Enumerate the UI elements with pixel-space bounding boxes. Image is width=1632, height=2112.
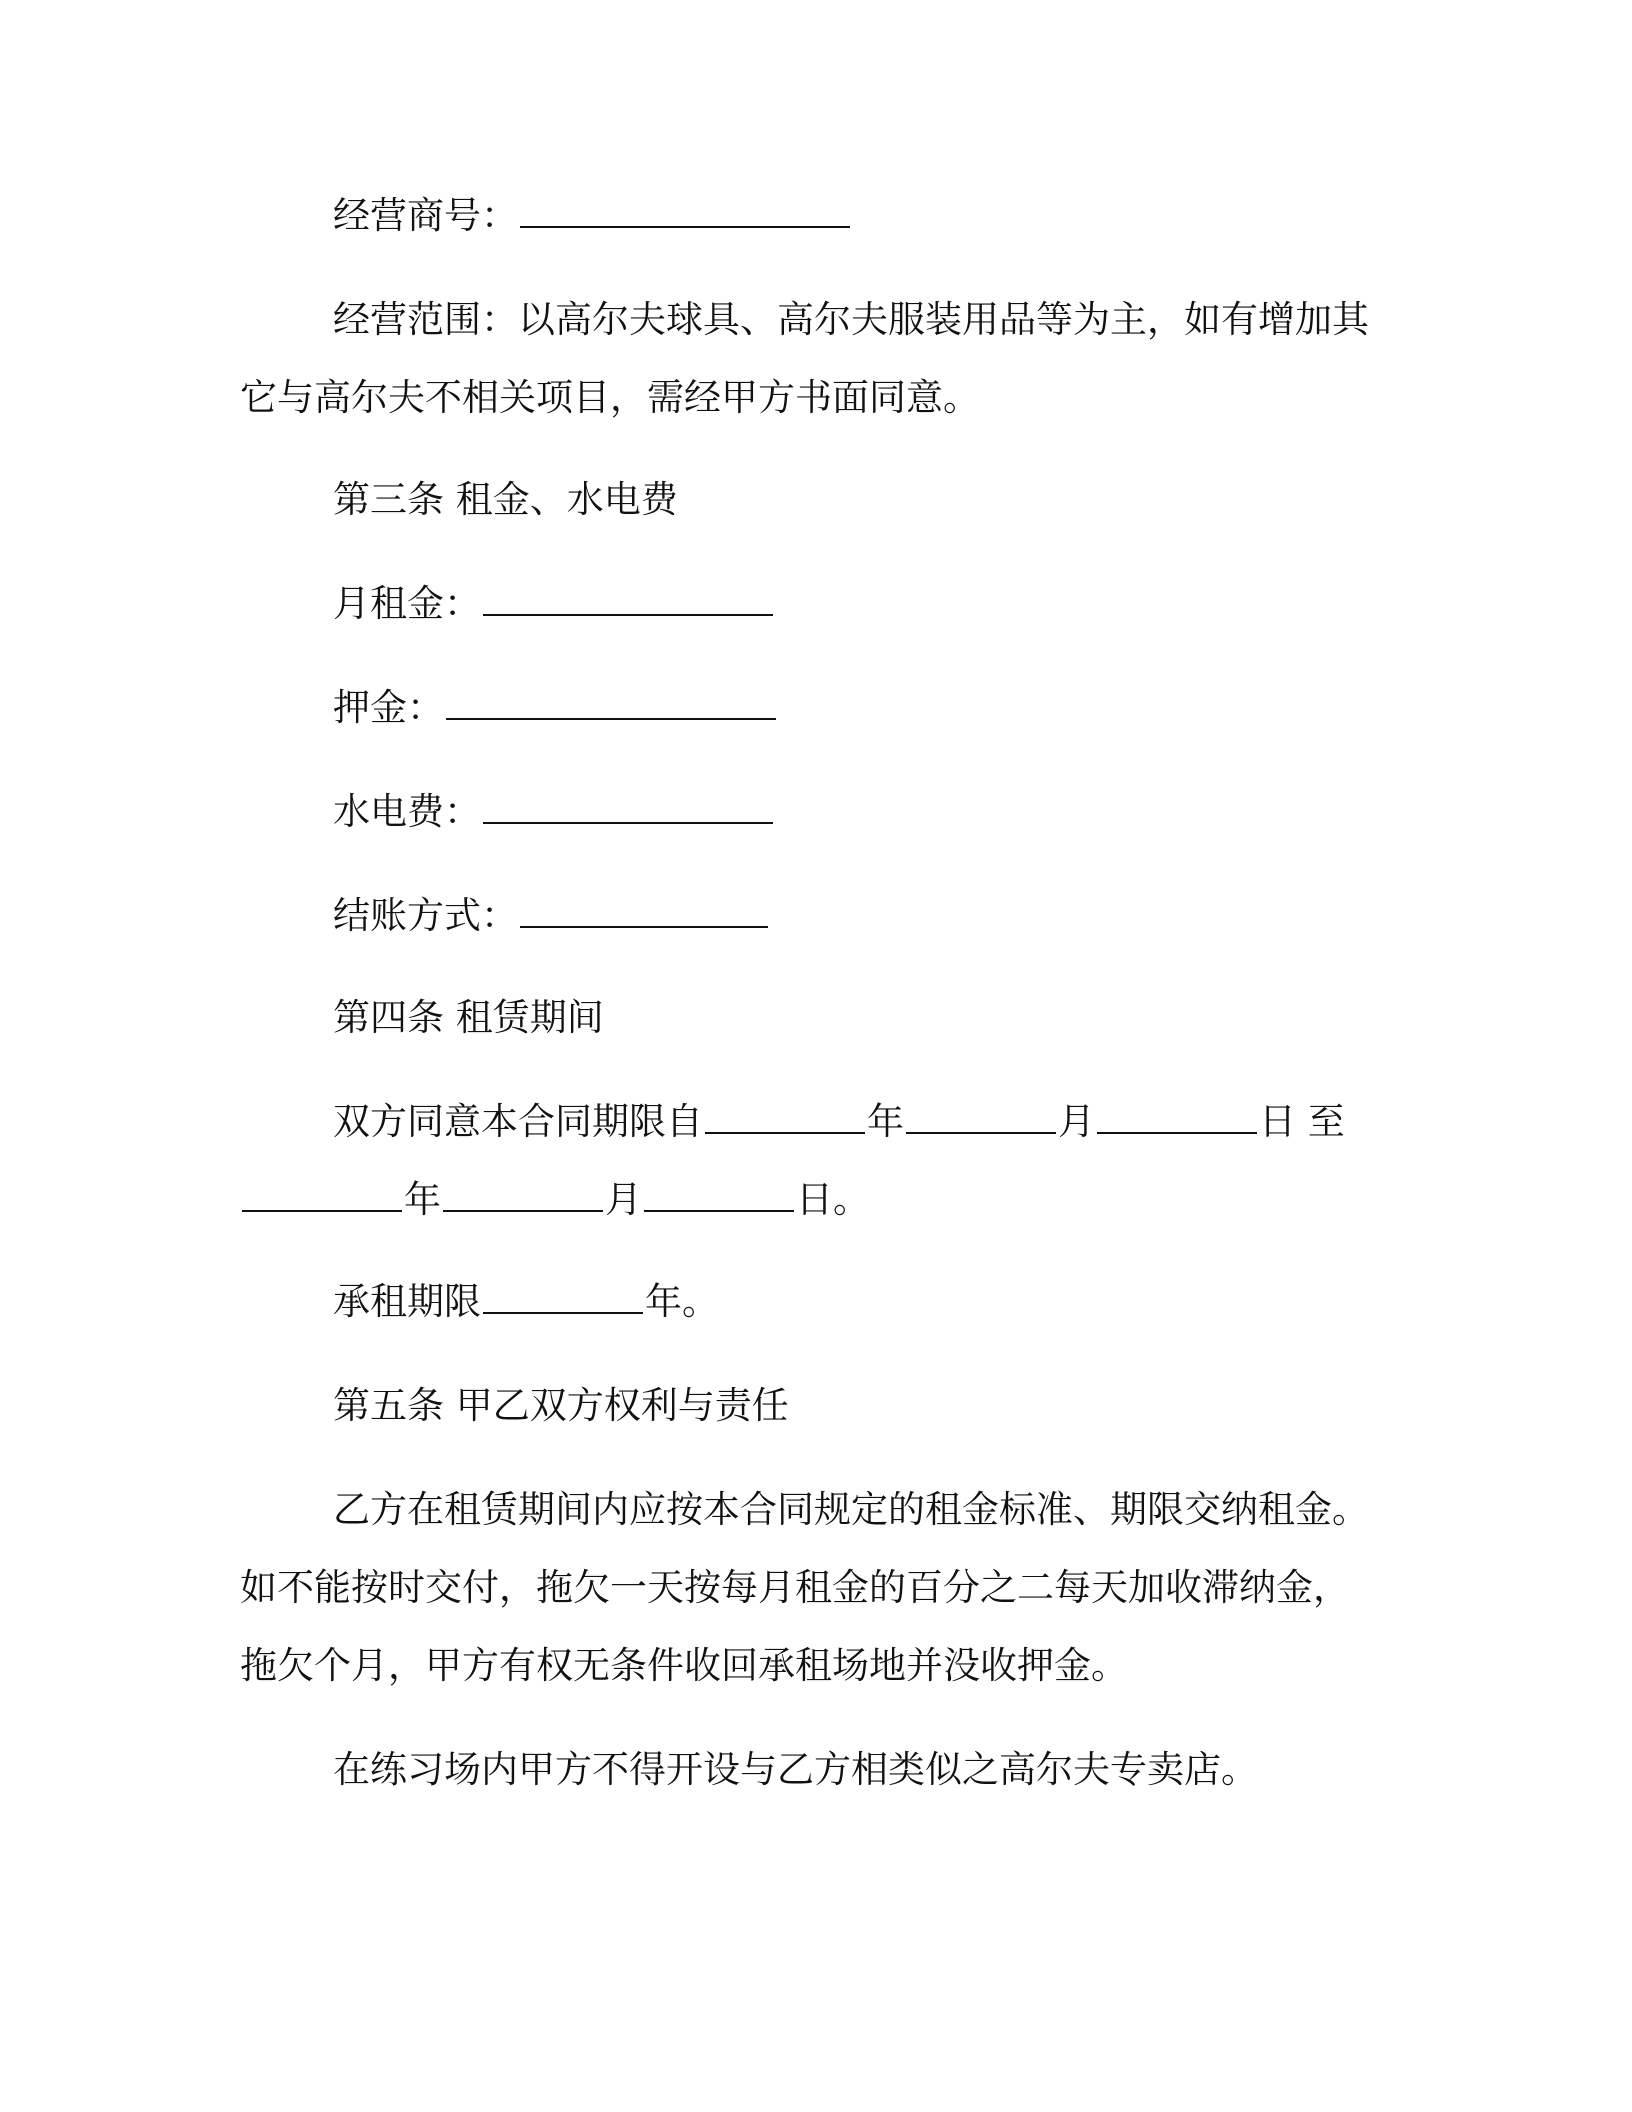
monthly-rent-blank (483, 584, 773, 616)
start-month-blank (906, 1102, 1056, 1134)
start-year-unit: 年 (867, 1100, 904, 1143)
utilities-blank (483, 792, 773, 824)
rent-period-blank (483, 1282, 643, 1314)
scope-line-2: 它与高尔夫不相关项目，需经甲方书面同意。 (240, 376, 980, 419)
settlement-line (333, 890, 1483, 942)
monthly-rent-label: 月租金： (333, 582, 481, 625)
shop-name-blank (520, 196, 850, 228)
no-competition-line: 在练习场内甲方不得开设与乙方相类似之高尔夫专卖店。 (333, 1748, 1258, 1791)
article5-heading: 第五条 甲乙双方权利与责任 (333, 1384, 789, 1427)
rent-period-line (333, 1276, 1483, 1328)
rent-period-label: 承租期限 (333, 1280, 481, 1323)
deposit-blank (446, 688, 776, 720)
term-line-1 (333, 1096, 1483, 1148)
end-month-unit: 月 (605, 1178, 642, 1221)
rent-period-unit: 年。 (645, 1280, 719, 1323)
deposit-label: 押金： (333, 686, 444, 729)
duty-line-1: 乙方在租赁期间内应按本合同规定的租金标准、期限交纳租金。 (333, 1488, 1369, 1531)
utilities-line (333, 786, 1483, 838)
scope-line-1: 经营范围：以高尔夫球具、高尔夫服装用品等为主，如有增加其 (333, 298, 1369, 341)
end-month-blank (443, 1180, 603, 1212)
term-line-2 (240, 1174, 1390, 1226)
start-day-blank (1097, 1102, 1257, 1134)
end-year-unit: 年 (404, 1178, 441, 1221)
start-day-to: 日 至 (1259, 1100, 1345, 1143)
settlement-label: 结账方式： (333, 894, 518, 937)
end-day-blank (644, 1180, 794, 1212)
shop-name-label: 经营商号： (333, 194, 518, 237)
term-start-text: 双方同意本合同期限自 (333, 1100, 703, 1143)
start-year-blank (705, 1102, 865, 1134)
monthly-rent-line (333, 578, 1483, 630)
settlement-blank (520, 896, 768, 928)
duty-line-2: 如不能按时交付，拖欠一天按每月租金的百分之二每天加收滞纳金， (240, 1566, 1350, 1609)
end-day-unit: 日。 (796, 1178, 870, 1221)
duty-line-3: 拖欠个月，甲方有权无条件收回承租场地并没收押金。 (240, 1644, 1128, 1687)
article3-heading: 第三条 租金、水电费 (333, 478, 678, 521)
end-year-blank (242, 1180, 402, 1212)
start-month-unit: 月 (1058, 1100, 1095, 1143)
article4-heading: 第四条 租赁期间 (333, 996, 604, 1039)
deposit-line (333, 682, 1483, 734)
utilities-label: 水电费： (333, 790, 481, 833)
shop-name-line (333, 190, 1483, 242)
